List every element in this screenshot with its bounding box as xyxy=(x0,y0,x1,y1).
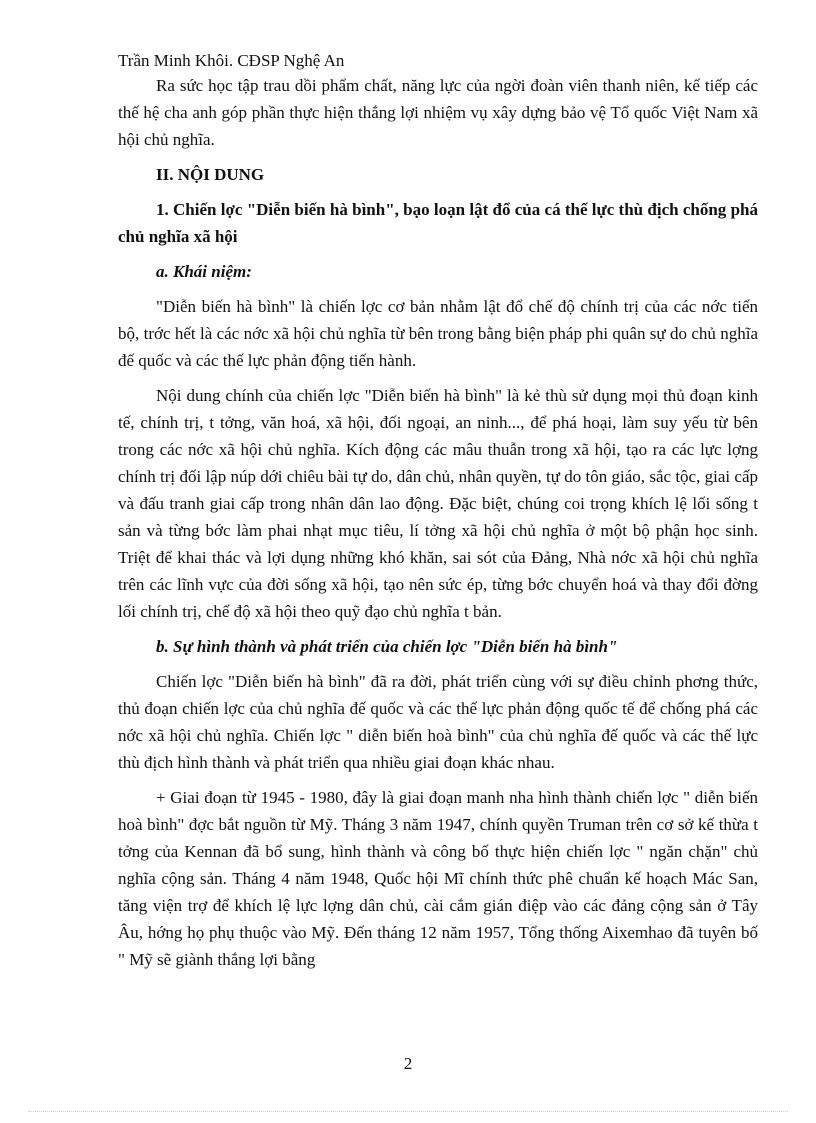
section-heading: II. NỘI DUNG xyxy=(156,165,265,184)
concept-heading: a. Khái niệm: xyxy=(156,262,252,281)
paragraph-formation: Chiến lợc "Diễn biến hà bình" đã ra đời, phát triển cùng với sự điều chỉnh phơng thức, thủ đoạn chiến lợc của chủ nghĩa đế quốc và các thế lực phản động quốc tế để chống phá các nớc xã hội chủ nghĩa. Chiến lợc " diễn biến hoà bình" của chủ nghĩa đế quốc và các thế lực thù địch hình thành và phát triển qua nhiều giai đoạn khác nhau. xyxy=(118,672,758,772)
paragraph-content: Nội dung chính của chiến lợc "Diễn biến hà bình" là kẻ thù sử dụng mọi thủ đoạn kinh tế, chính trị, t tởng, văn hoá, xã hội, đối ngoại, an ninh..., để phá hoại, làm suy yếu từ bên trong các nớc xã hội chủ nghĩa. Kích động các mâu thuẫn trong xã hội, tạo ra các lực lợng chính trị đối lập núp dới chiêu bài tự do, dân chủ, nhân quyền, tự do tôn giáo, sắc tộc, giai cấp và đấu tranh giai cấp trong nhân dân lao động. Đặc biệt, chúng coi trọng khích lệ lối sống t sản và từng bớc làm phai nhạt mục tiêu, lí tởng xã hội chủ nghĩa ở một bộ phận học sinh. Triệt để khai thác và lợi dụng những khó khăn, sai sót của Đảng, Nhà nớc xã hội chủ nghĩa trên các lĩnh vực của đời sống xã hội, tạo nên sức ép, từng bớc chuyển hoá và thay đổi đờng lối chính trị, chế độ xã hội theo quỹ đạo chủ nghĩa t bản. xyxy=(118,386,758,621)
paragraph-definition: "Diễn biến hà bình" là chiến lợc cơ bản nhằm lật đổ chế độ chính trị của các nớc tiến bộ, trớc hết là các nớc xã hội chủ nghĩa từ bên trong bằng biện pháp phi quân sự do chủ nghĩa đế quốc và các thế lực phản động tiến hành. xyxy=(118,297,758,370)
body-text xyxy=(118,72,758,973)
paragraph-intro: Ra sức học tập trau dồi phẩm chất, năng lực của ngời đoàn viên thanh niên, kế tiếp các thế hệ cha anh góp phần thực hiện thắng lợi nhiệm vụ xây dựng bảo vệ Tổ quốc Việt Nam xã hội chủ nghĩa. xyxy=(118,76,758,149)
author-header: Trần Minh Khôi. CĐSP Nghệ An xyxy=(118,51,345,70)
formation-heading: b. Sự hình thành và phát triển của chiến lợc "Diễn biến hà bình" xyxy=(156,637,618,656)
paragraph-stage-1945: + Giai đoạn từ 1945 - 1980, đây là giai đoạn manh nha hình thành chiến lợc " diễn biến hoà bình" đợc bắt nguồn từ Mỹ. Tháng 3 năm 1947, chính quyền Truman trên cơ sở kế thừa t tởng của Kennan đã bổ sung, hình thành và công bố thực hiện chiến lợc " ngăn chặn" chủ nghĩa cộng sản. Tháng 4 năm 1948, Quốc hội Mĩ chính thức phê chuẩn kế hoạch Mác San, tăng viện trợ để khích lệ lực lợng dân chủ, cài cắm gián điệp vào các đảng cộng sản ở Tây Âu, hớng họ phụ thuộc vào Mỹ. Đến tháng 12 năm 1957, Tổng thống Aixemhao đã tuyên bố " Mỹ sẽ giành thắng lợi bằng xyxy=(118,788,758,969)
footer-divider xyxy=(28,1111,788,1112)
subsection-heading: 1. Chiến lợc "Diễn biến hà bình", bạo loạn lật đổ của cá thế lực thù địch chống phá chủ nghĩa xã hội xyxy=(118,200,758,246)
page-number: 2 xyxy=(403,1054,413,1073)
